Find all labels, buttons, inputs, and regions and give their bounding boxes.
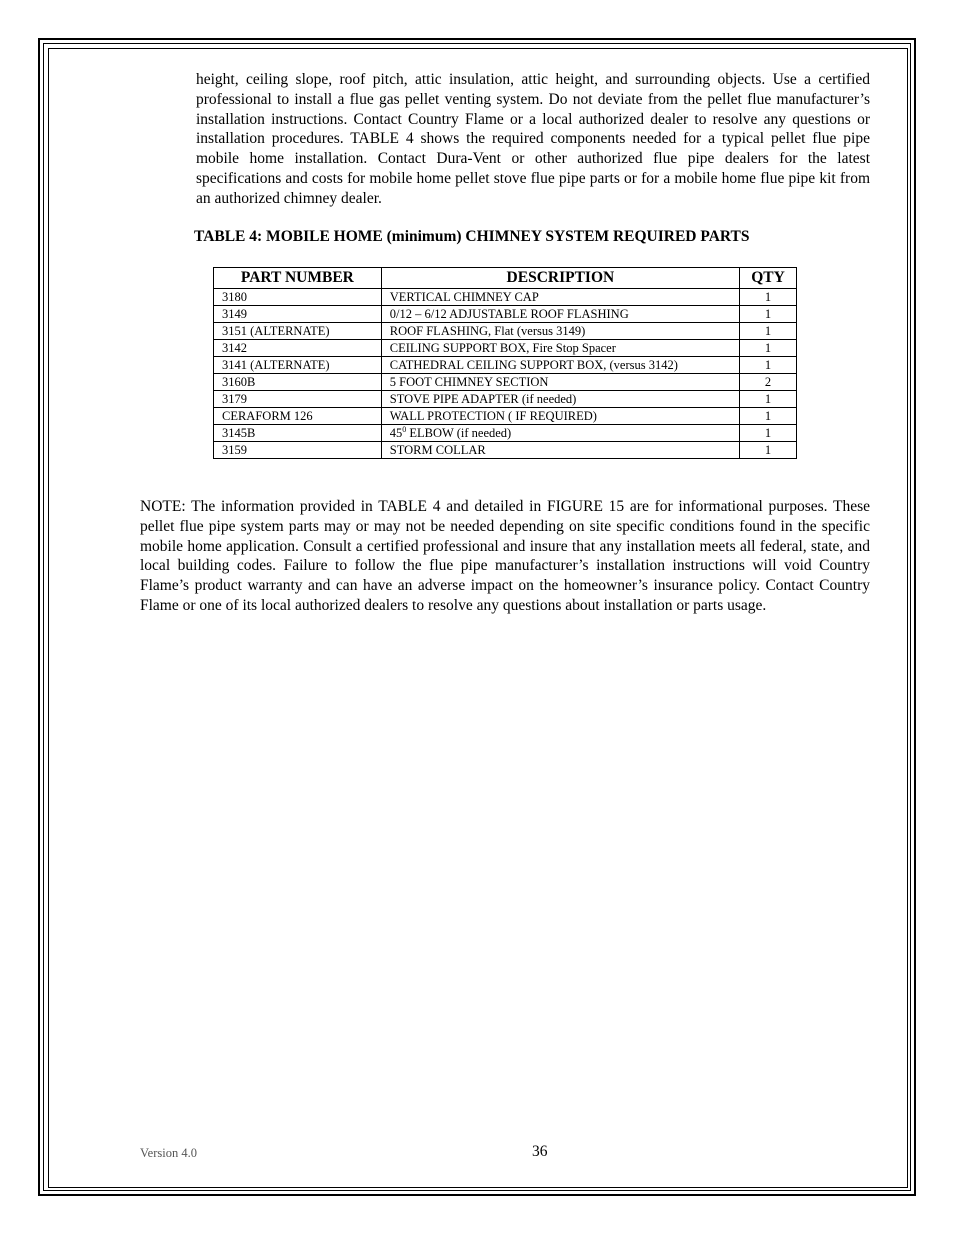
qty-cell: 1 — [740, 340, 797, 357]
table-row — [214, 408, 797, 425]
description-cell: 0/12 – 6/12 ADJUSTABLE ROOF FLASHING — [381, 306, 739, 323]
qty-cell: 1 — [740, 306, 797, 323]
qty-cell: 1 — [740, 289, 797, 306]
table-row — [214, 357, 797, 374]
table-row — [214, 323, 797, 340]
part-number-cell: 3145B — [214, 425, 382, 442]
angle-number: 45 — [389, 425, 403, 440]
intro-paragraph: height, ceiling slope, roof pitch, attic insulation, attic height, and surrounding objects. Use a certified professional to install a flue gas pellet venting system. Do not deviate from the pellet flue manufacturer’s installation instructions. Contact Country Flame or a local authorized dealer to resolve any questions or installation procedures. TABLE 4 shows the required components needed for a typical pellet flue pipe mobile home installation. Contact Dura-Vent or other authorized flue pipe dealers for the latest specifications and costs for mobile home pellet stove flue pipe parts or for a mobile home flue pipe kit from an authorized chimney dealer. — [196, 71, 870, 207]
part-number-cell: 3142 — [214, 340, 382, 357]
part-number-cell: CERAFORM 126 — [214, 408, 382, 425]
description-text: ELBOW (if needed) — [406, 425, 512, 440]
part-number-cell: 3180 — [214, 289, 382, 306]
description-cell — [381, 425, 739, 442]
part-number-cell: 3141 (ALTERNATE) — [214, 357, 382, 374]
description-cell: STOVE PIPE ADAPTER (if needed) — [381, 391, 739, 408]
qty-cell: 1 — [740, 391, 797, 408]
qty-cell: 1 — [740, 323, 797, 340]
degree-superscript: 0 — [402, 424, 407, 434]
version-label: Version 4.0 — [140, 1146, 197, 1160]
description-cell: STORM COLLAR — [381, 442, 739, 459]
table-header-row — [214, 268, 797, 289]
table-title: TABLE 4: MOBILE HOME (minimum) CHIMNEY SYSTEM REQUIRED PARTS — [194, 228, 750, 245]
qty-cell: 1 — [740, 425, 797, 442]
part-number-cell: 3149 — [214, 306, 382, 323]
description-cell: 5 FOOT CHIMNEY SECTION — [381, 374, 739, 391]
description-cell: CATHEDRAL CEILING SUPPORT BOX, (versus 3142) — [381, 357, 739, 374]
table-row — [214, 289, 797, 306]
table-row — [214, 442, 797, 459]
description-cell: ROOF FLASHING, Flat (versus 3149) — [381, 323, 739, 340]
part-number-cell: 3159 — [214, 442, 382, 459]
description-cell: CEILING SUPPORT BOX, Fire Stop Spacer — [381, 340, 739, 357]
qty-cell: 1 — [740, 357, 797, 374]
page-border-inner — [48, 48, 908, 1188]
qty-cell: 1 — [740, 408, 797, 425]
description-cell: WALL PROTECTION ( IF REQUIRED) — [381, 408, 739, 425]
table-row — [214, 391, 797, 408]
qty-cell: 2 — [740, 374, 797, 391]
part-number-cell: 3160B — [214, 374, 382, 391]
table-row — [214, 306, 797, 323]
part-number-cell: 3179 — [214, 391, 382, 408]
header-description: DESCRIPTION — [381, 268, 739, 289]
table-row — [214, 374, 797, 391]
part-number-cell: 3151 (ALTERNATE) — [214, 323, 382, 340]
header-part-number: PART NUMBER — [214, 268, 382, 289]
parts-table — [213, 267, 797, 459]
table-row — [214, 340, 797, 357]
page-number: 36 — [532, 1143, 548, 1160]
note-paragraph: NOTE: The information provided in TABLE 4 and detailed in FIGURE 15 are for informational purposes. These pellet flue pipe system parts may or may not be needed depending on site specific conditions found in the specific mobile home application. Consult a certified professional and insure that any installation meets all federal, state, and local building codes. Failure to follow the flue pipe manufacturer’s installation instructions will void Country Flame’s product warranty and can have an adverse impact on the homeowner’s insurance policy. Contact Country Flame or one of its local authorized dealers to resolve any questions about installation or parts usage. — [140, 498, 870, 614]
header-qty: QTY — [740, 268, 797, 289]
table-row — [214, 425, 797, 442]
qty-cell: 1 — [740, 442, 797, 459]
description-cell: VERTICAL CHIMNEY CAP — [381, 289, 739, 306]
